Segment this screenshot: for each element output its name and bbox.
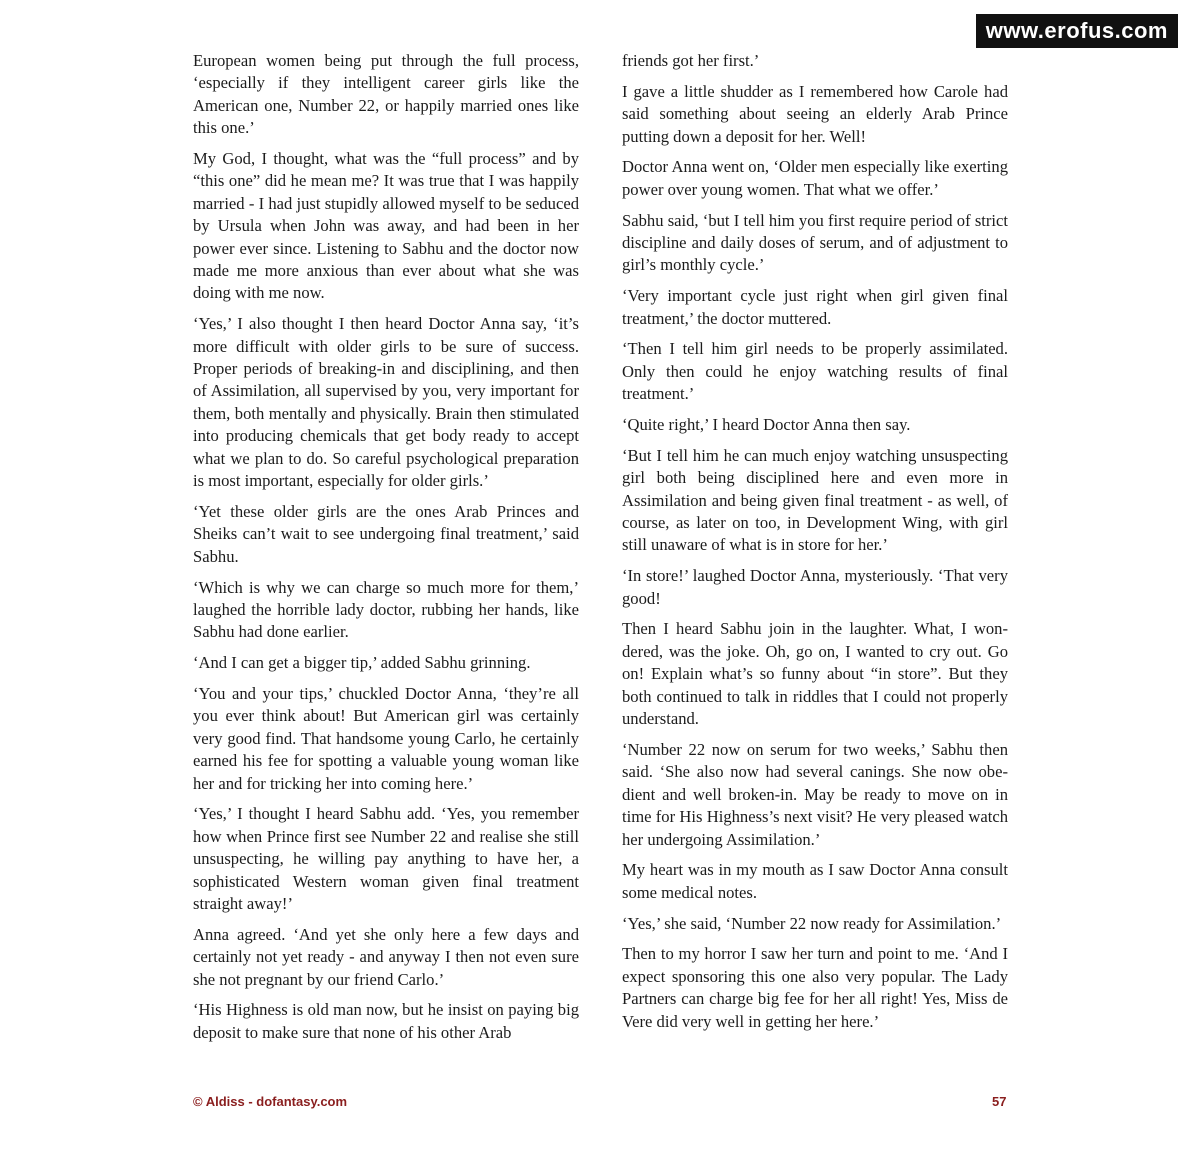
paragraph: Doctor Anna went on, ‘Older men especially like exerting power over young women. That what we offer.’	[622, 157, 1008, 199]
site-watermark: www.erofus.com	[976, 14, 1178, 48]
paragraph: European women being put through the full process, ‘especially if they intelligent career girls like the American one, Number 22, or happily married ones like this one.’	[193, 51, 579, 138]
paragraph: ‘Very important cycle just right when girl given final treatment,’ the doctor muttered.	[622, 286, 1008, 328]
paragraph: My God, I thought, what was the “full process” and by “this one” did he mean me? It was true that I was happily married - I had just stupidly allowed myself to be seduced by Ursula when John was away, and had been in her power ever since. Listening to Sabhu and the doctor now made me more anxious than ever about what she was doing with me now.	[193, 149, 579, 303]
paragraph: Then to my horror I saw her turn and point to me. ‘And I expect sponsoring this one also very popular. The Lady Partners can charge big fee for her all right! Yes, Miss de Vere did very well in getting her here.’	[622, 944, 1008, 1031]
left-text-column	[193, 50, 579, 1053]
right-text-column	[622, 50, 1008, 1041]
footer-copyright: © Aldiss - dofantasy.com	[193, 1094, 348, 1109]
page-number: 57	[992, 1094, 1007, 1109]
paragraph: Anna agreed. ‘And yet she only here a few days and certainly not yet ready - and anyway I then not even sure she not pregnant by our friend Carlo.’	[193, 924, 579, 989]
paragraph: ‘In store!’ laughed Doctor Anna, mysteriously. ‘That very good!	[622, 566, 1008, 608]
paragraph: ‘Yes,’ I also thought I then heard Doctor Anna say, ‘it’s more difficult with older girls to be sure of success. Proper periods of breaking-in and disciplining, and then of Assimilation, all supervised by you, very important for them, both mentally and physically. Brain then stimulated into producing chemicals that get body ready to accept what we plan to do. So careful psychological preparation is most important, especially for older girls.’	[193, 314, 579, 491]
paragraph: ‘Quite right,’ I heard Doctor Anna then say.	[622, 415, 911, 435]
paragraph: ‘Then I tell him girl needs to be properly assimilated. Only then could he enjoy watching results of final treatment.’	[622, 339, 1008, 404]
paragraph: My heart was in my mouth as I saw Doctor Anna consult some medical notes.	[622, 860, 1008, 902]
paragraph: ‘You and your tips,’ chuckled Doctor Anna, ‘they’re all you ever think about! But American girl was certainly very good find. That handsome young Carlo, he certainly earned his fee for spotting a valuable young woman like her and for tricking her into coming here.’	[193, 683, 579, 793]
paragraph: friends got her first.’	[622, 51, 760, 70]
paragraph: ‘Yes,’ she said, ‘Number 22 now ready for Assimilation.’	[622, 913, 1002, 933]
paragraph: ‘Which is why we can charge so much more for them,’ laughed the horrible lady doctor, rubbing her hands, like Sabhu had done earlier.	[193, 577, 579, 642]
paragraph: I gave a little shudder as I remembered how Carole had said something about seeing an elderly Arab Prince putting down a deposit for her. Well!	[622, 81, 1008, 146]
paragraph: ‘Yes,’ I thought I heard Sabhu add. ‘Yes, you remember how when Prince first see Number 22 and realise she still unsuspecting, he willing pay anything to have her, a sophisticated Western woman given final treatment straight away!’	[193, 804, 579, 913]
paragraph: ‘And I can get a bigger tip,’ added Sabhu grinning.	[193, 653, 531, 673]
paragraph: ‘His Highness is old man now, but he insist on paying big deposit to make sure that none of his other Arab	[193, 1000, 579, 1042]
paragraph: ‘Yet these older girls are the ones Arab Princes and Sheiks can’t wait to see undergoing final treatment,’ said Sabhu.	[193, 501, 579, 566]
paragraph: ‘But I tell him he can much enjoy watching unsuspecting girl both being disciplined here and even more in Assimilation and being given final treatment - as well, of course, as later on too, in Development Wing, with girl still unaware of what is in store for her.’	[622, 445, 1008, 555]
paragraph: Sabhu said, ‘but I tell him you first require period of strict discipline and daily doses of serum, and of adjustment to girl’s monthly cycle.’	[622, 210, 1008, 275]
paragraph: ‘Number 22 now on serum for two weeks,’ Sabhu then said. ‘She also now had several canings. She now obedient and well broken-in. May be ready to move on in time for His Highness’s next visit? He very pleased watch her undergoing Assimilation.’	[622, 739, 1008, 849]
paragraph: Then I heard Sabhu join in the laughter. What, I wondered, was the joke. Oh, go on, I wanted to cry out. Go on! Explain what’s so funny about “in store”. But they both continued to talk in riddles that I could not properly understand.	[622, 619, 1008, 729]
